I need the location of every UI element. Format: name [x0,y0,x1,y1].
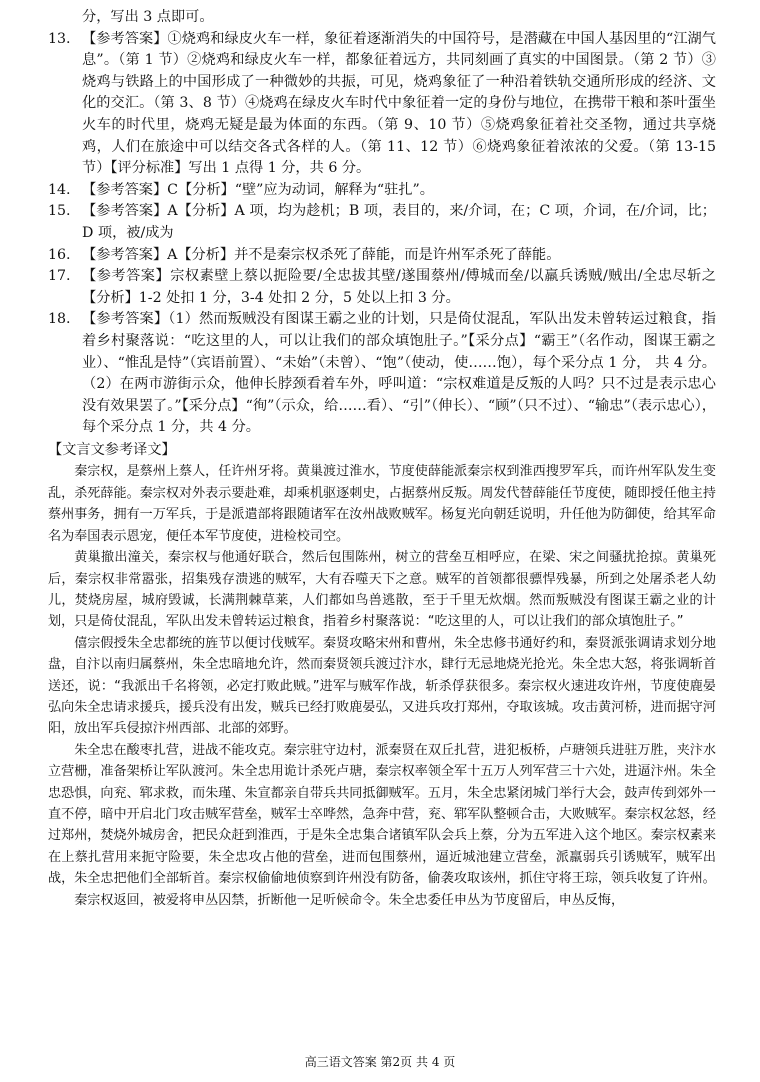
translation-paragraph: 秦宗权，是蔡州上蔡人，任许州牙将。黄巢渡过淮水，节度使薛能派秦宗权到淮西搜罗军兵，而许州军队发生变乱，杀死薛能。秦宗权对外表示要赴难，却乘机驱逐刺史，占据蔡州反叛。周发代替薛能任节度使，随即授任他主持蔡州事务，拥有一万军兵，于是派遣部将跟随诸军在汝州战败贼军。杨复光向朝廷说明，升任他为防御使，给其军命名为奉国表示恩宠，便任本军节度使，进检校司空。 [48,464,716,544]
answer-number: 16. [48,246,71,263]
answer-text: 【参考答案】（1）然而叛贼没有图谋王霸之业的计划，只是倚仗混乱，军队出发未曾转运过粮食，指着乡村聚落说：“吃这里的人，可以让我们的部众填饱肚子。”【采分点】“霸王”（名作动，图谋王霸之业）、“惟乱是恃”（宾语前置）、“未始”（未曾）、“饱”（使动，使……饱），每个采分点 1 分， 共 4 分。（2）在两市游街示众，他伸长脖颈看着车外，呼叫道：“宗权难道是反叛的人吗？只不过是表示忠心没有效果罢了。”【采分点】“徇”（示众，给……看）、“引”（伸长）、“顾”（只不过）、“输忠”（表示忠心），每个采分点 1 分，共 4 分。 [82,311,716,436]
answer-number: 13. [48,30,71,47]
answer-number: 14. [48,181,71,198]
continued-line: 分，写出 3 点即可。 [82,9,214,25]
translation-paragraph: 秦宗权返回，被爱将申丛囚禁，折断他一足听候命令。朱全忠委任申丛为节度留后，申丛反悔， [74,892,625,908]
answer-text: 【参考答案】C【分析】“壁”应为动词，解释为“驻扎”。 [82,181,434,198]
answer-15 [48,201,716,244]
answer-17 [48,266,716,309]
translation-paragraph: 朱全忠在酸枣扎营，进战不能攻克。秦宗驻守边村，派秦贤在双丘扎营，进犯板桥，卢瑭领兵进驻万胜，夹汴水立营栅，准备架桥让军队渡河。朱全忠用诡计杀死卢瑭，秦宗权率领全军十五万人列军营三十六处，进逼汴州。朱全忠恐惧，向兖、郓求救，而朱瑾、朱宣都亲自带兵共同抵御贼军。五月，朱全忠紧闭城门举行大会，鼓声传到郊外一直不停，暗中开启北门攻击贼军营垒，贼军士卒哗然，急奔中营，兖、郓军队整顿合击，大败贼军。秦宗权忿怒，经过郑州，焚烧外城房舍，把民众赶到淮西，于是朱全忠集合诸镇军队会兵上蔡，分为五军进入这个地区。秦宗权素来在上蔡扎营用来扼守险要，朱全忠攻占他的营垒，进而包围蔡州，逼近城池建立营垒，派羸弱兵引诱贼军，贼军出战，朱全忠把他们全部斩首。秦宗权偷偷地侦察到许州没有防备，偷袭攻取该州，抓住守将王琮，领兵收复了许州。 [48,742,716,887]
answer-18 [48,309,716,439]
translation-body [48,461,716,911]
answer-number: 15. [48,203,71,220]
page-footer: 高三语文答案 第2页 共 4 页 [304,1055,456,1069]
translation-heading: 【文言文参考译文】 [48,441,176,458]
answer-text: 【参考答案】①烧鸡和绿皮火车一样，象征着逐渐消失的中国符号，是潜藏在中国人基因里的“江湖气息”。（第 1 节）②烧鸡和绿皮火车一样，都象征着远方，共同刻画了真实的中国图景。（第 2 节）③烧鸡与铁路上的中国形成了一种微妙的共振，可见，烧鸡象征了一种沿着铁轨交通所形成的经济、文化的交汇。（第 3、8 节）④烧鸡在绿皮火车时代中象征着一定的身份与地位，在携带干粮和茶叶蛋坐火车的时代里，烧鸡无疑是最为体面的东西。（第 9、10 节）⑤烧鸡象征着社交圣物，通过共享烧鸡，人们在旅途中可以结交各式各样的人。（第 11、12 节）⑥烧鸡象征着浓浓的父爱。（第 13-15 节）【评分标准】写出 1 点得 1 分，共 6 分。 [82,30,716,177]
answer-16 [48,245,716,267]
translation-paragraph: 黄巢撤出潼关，秦宗权与他通好联合，然后包围陈州，树立的营垒互相呼应，在梁、宋之间骚扰抢掠。黄巢死后，秦宗权非常嚣张，招集残存溃逃的贼军，大有吞噬天下之意。贼军的首领都很骠悍残暴，所到之处屠杀老人幼儿，焚烧房屋，城府毁诚，长满荆棘草莱，人们都如鸟兽逃散，至于千里无炊烟。然而叛贼没有图谋王霸之业的计划，只是倚仗混乱，军队出发未曾转运过粮食，指着乡村聚落说：“吃这里的人，可以让我们的部众填饱肚子。” [48,550,716,630]
answer-number: 17. [48,268,71,285]
answer-page [0,7,760,1082]
translation-paragraph: 僖宗假授朱全忠都统的旌节以便讨伐贼军。秦贤攻略宋州和曹州，朱全忠修书通好约和，秦贤派张调请求划分地盘，自汴以南归属蔡州，朱全忠暗地允许，然而秦贤领兵渡过汴水，肆行无忌地烧光抢光。朱全忠大怒，将张调斩首送还，说：“我派出千名将领，必定打败此贼。”进军与贼军作战，斩杀俘获很多。秦宗权火速进攻许州，节度使鹿晏弘向朱全忠请求援兵，援兵没有出发，贼兵已经打败鹿晏弘，又进兵攻打郑州，夺取该城。攻击黄河桥，进而据守河阳，放出军兵侵掠汴州西部、北部的郊野。 [48,635,716,737]
answer-14 [48,180,716,202]
answer-text: 【参考答案】A【分析】并不是秦宗权杀死了薛能，而是许州军杀死了薛能。 [82,246,561,263]
answer-13 [48,29,716,180]
answer-text: 【参考答案】宗权素壁上蔡以扼险要/全忠拔其壁/遂围蔡州/傅城而垒/以羸兵诱贼/贼出/全忠尽斩之【分析】1-2 处扣 1 分，3-4 处扣 2 分，5 处以上扣 3 分。 [82,268,716,306]
answer-number: 18. [48,311,71,328]
answer-text: 【参考答案】A【分析】A 项，均为趁机；B 项，表目的，来/介词，在；C 项，介词，在/介词，比；D 项，被/成为 [82,203,716,241]
